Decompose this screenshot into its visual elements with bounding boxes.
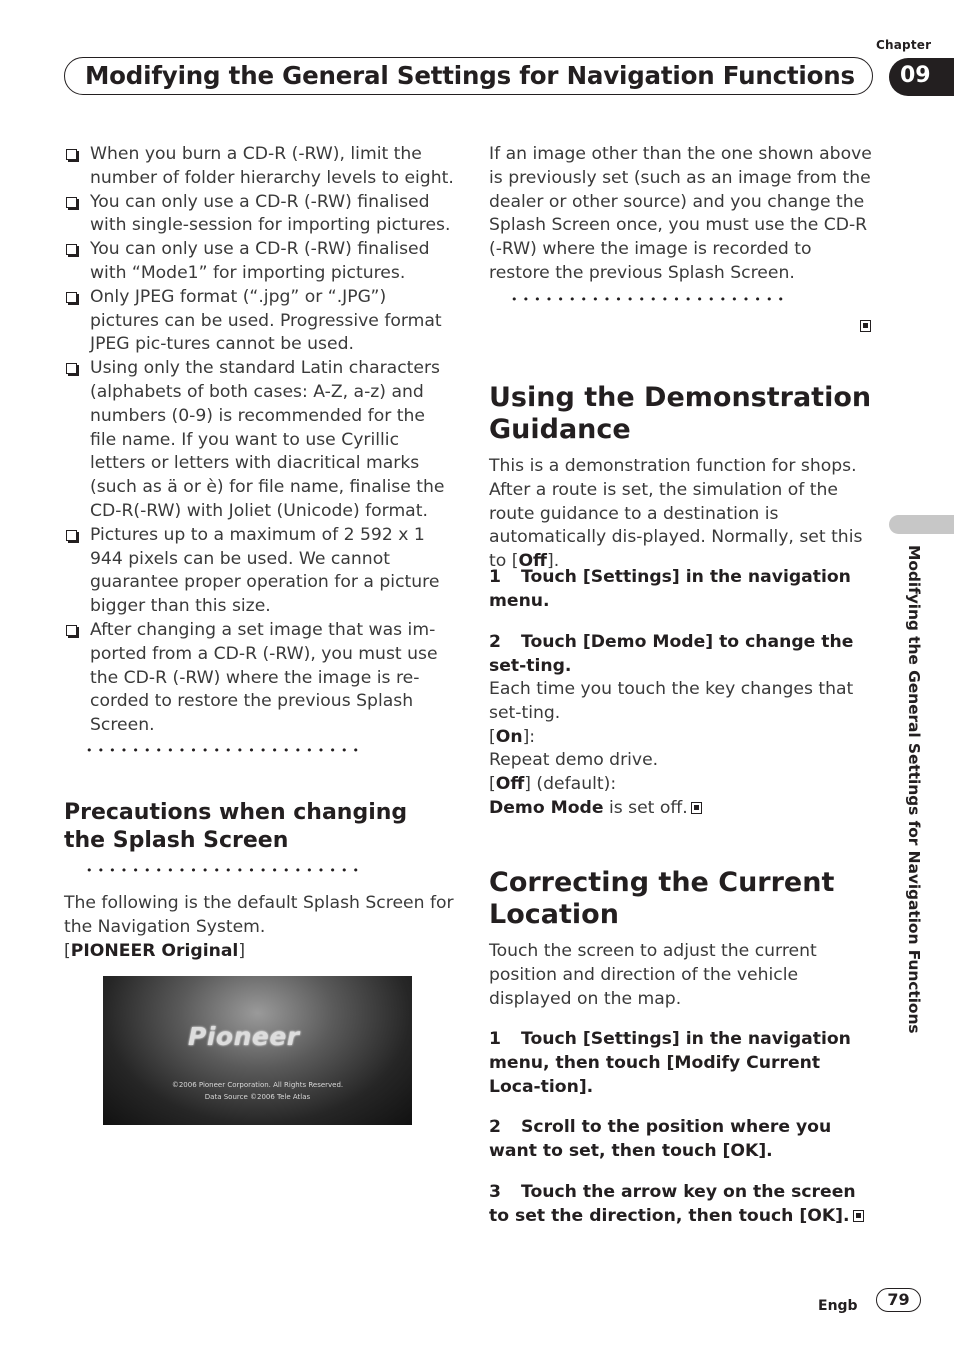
page-title-bar — [64, 57, 873, 95]
chapter-number: 09 — [900, 63, 931, 88]
location-step: 2 Scroll to the position where you want to set, then touch [OK]. — [489, 1117, 832, 1161]
checkbox-bullet-icon — [66, 244, 77, 255]
demo-step: 1 Touch [Settings] in the navigation menu. — [489, 567, 851, 611]
option-on-desc: Repeat demo drive. — [489, 750, 659, 771]
dotted-divider: •••••••••••••••••••••••• — [86, 744, 365, 757]
checkbox-bullet-icon — [66, 363, 77, 374]
default-splash-name: [PIONEER Original] — [64, 940, 246, 961]
page-title: Modifying the General Settings for Navigation Functions — [85, 61, 855, 90]
bullet-text: Pictures up to a maximum of 2 592 x 1 944 pixels can be used. We cannot guarantee proper operation for a picture bigger than this size. — [90, 524, 440, 617]
splash-screen-image — [103, 976, 412, 1125]
list-item — [64, 191, 454, 239]
demo-description: This is a demonstration function for shops. After a route is set, the simulation of the route guidance to a destination is automatically dis-played. Normally, set this to [Off]. — [489, 456, 863, 572]
bullet-text: When you burn a CD-R (-RW), limit the number of folder hierarchy levels to eight. — [90, 144, 454, 188]
dotted-divider: •••••••••••••••••••••••• — [86, 864, 365, 877]
precautions-text-block — [64, 892, 454, 963]
dotted-divider: •••••••••••••••••••••••• — [511, 293, 790, 306]
bullet-list — [64, 143, 454, 738]
precautions-heading: Precautions when changing the Splash Screen — [64, 800, 408, 853]
each-time-text: Each time you touch the key changes that set-ting. — [489, 679, 854, 723]
location-step: 1 Touch [Settings] in the navigation menu, then touch [Modify Current Loca-tion]. — [489, 1029, 851, 1097]
bullet-text: Only JPEG format (“.jpg” or “.JPG”) pictures can be used. Progressive format JPEG pic-tures cannot be used. — [90, 286, 442, 355]
checkbox-bullet-icon — [66, 625, 77, 636]
option-on: [On]: — [489, 726, 536, 747]
chapter-tab — [889, 58, 954, 96]
location-heading: Correcting the Current Location — [489, 867, 835, 930]
side-tab-marker — [889, 515, 954, 534]
precautions-text: The following is the default Splash Screen for the Navigation System. — [64, 893, 454, 937]
option-off: [Off] (default): — [489, 774, 617, 795]
checkbox-bullet-icon — [66, 197, 77, 208]
demo-step: 2 Touch [Demo Mode] to change the set-ting. — [489, 632, 854, 676]
splash-copyright: ©2006 Pioneer Corporation. All Rights Reserved. — [171, 1081, 344, 1089]
location-description: Touch the screen to adjust the current position and direction of the vehicle displayed on the map. — [489, 941, 817, 1009]
list-item — [64, 238, 454, 286]
side-tab — [901, 545, 925, 1085]
bullet-text: You can only use a CD-R (-RW) finalised with “Mode1” for importing pictures. — [90, 239, 430, 283]
demo-heading: Using the Demonstration Guidance — [489, 382, 872, 445]
end-mark-icon — [860, 320, 871, 332]
checkbox-bullet-icon — [66, 292, 77, 303]
end-mark-icon — [853, 1210, 864, 1222]
chapter-label: Chapter — [876, 38, 932, 52]
location-step: 3 Touch the arrow key on the screen to set the direction, then touch [OK]. — [489, 1181, 869, 1229]
list-item — [64, 619, 454, 738]
intro-paragraph: If an image other than the one shown above is previously set (such as an image from the dealer or other source) and you change the Splash Screen once, you must use the CD-R (-RW) where the image is recorded to restore the previous Splash Screen. — [489, 144, 872, 283]
demo-mode-note: Demo Mode is set off. — [489, 797, 877, 821]
list-item — [64, 143, 454, 191]
end-mark-icon — [691, 802, 702, 814]
splash-data-source: Data Source ©2006 Tele Atlas — [204, 1093, 311, 1101]
page-number: 79 — [876, 1288, 921, 1312]
demo-options — [489, 678, 877, 821]
bullet-text: After changing a set image that was im-ported from a CD-R (-RW), you must use the CD-R (-RW) where the image is re-corded to restore the previous Splash Screen. — [90, 619, 438, 736]
pioneer-logo: Pioneer — [188, 1022, 300, 1051]
bullet-text: You can only use a CD-R (-RW) finalised with single-session for importing pictures. — [90, 191, 451, 236]
list-item — [64, 357, 454, 524]
list-item — [64, 524, 454, 619]
side-tab-label: Modifying the General Settings for Navigation Functions — [905, 545, 923, 1034]
list-item — [64, 286, 454, 357]
language-code: Engb — [818, 1298, 858, 1314]
checkbox-bullet-icon — [66, 149, 77, 160]
checkbox-bullet-icon — [66, 530, 77, 541]
bullet-text: Using only the standard Latin characters (alphabets of both cases: A-Z, a-z) and numbers (0-9) is recommended for the file name. If you want to use Cyrillic letters or letters with diacritical marks (such as ä or è) for file name, finalise the CD-R(-RW) with Joliet (Unicode) format. — [90, 358, 445, 521]
